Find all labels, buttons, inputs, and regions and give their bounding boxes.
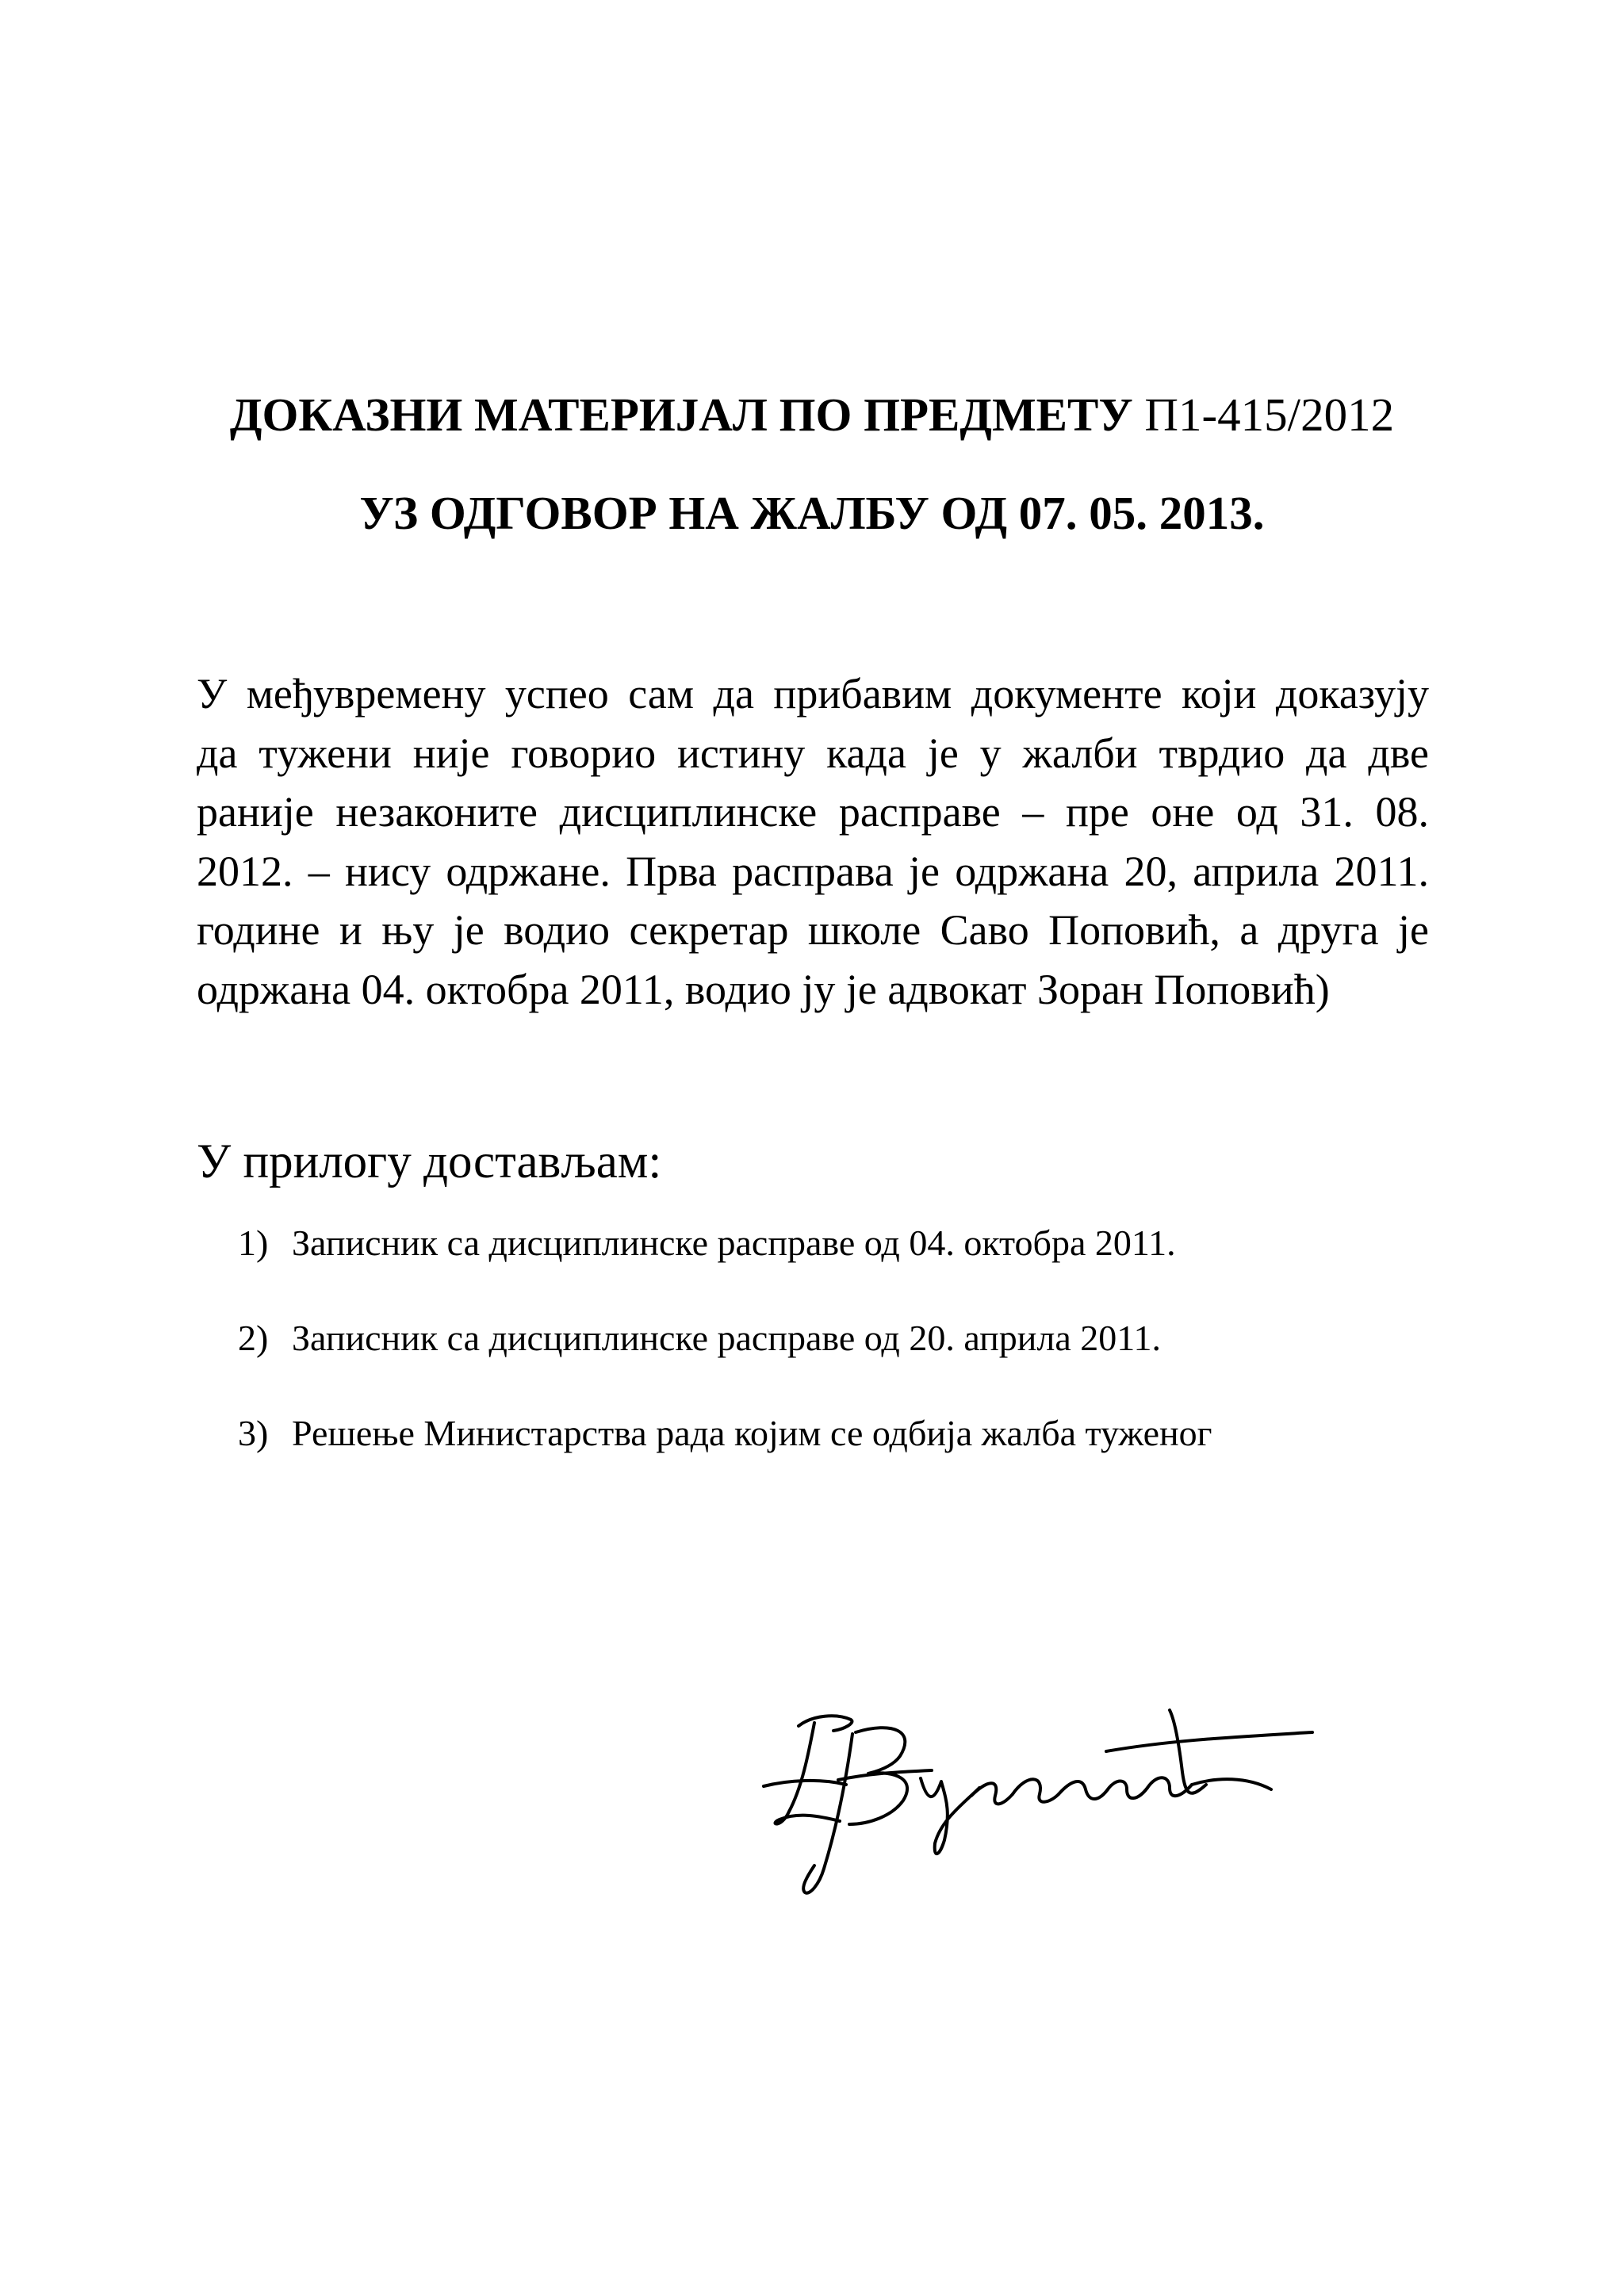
paragraph-line: да тужени није говорио истину када је у жалби тврдио да две <box>197 729 1429 777</box>
list-item-text: Решење Министарства рада којим се одбија жалба туженог <box>292 1413 1212 1453</box>
document-subtitle: УЗ ОДГОВОР НА ЖАЛБУ ОД 07. 05. 2013. <box>359 487 1265 539</box>
list-item <box>238 1316 1161 1360</box>
paragraph-line: У међувремену успео сам да прибавим документе који доказују <box>197 670 1429 718</box>
list-item <box>238 1411 1212 1456</box>
signature-icon <box>757 1685 1328 1903</box>
document-title <box>0 387 1624 442</box>
case-number: П1-415/2012 <box>1144 388 1395 441</box>
paragraph-line: 2012. – нису одржане. Прва расправа је одржана 20, априла 2011. <box>197 847 1429 895</box>
paragraph-line: одржана 04. октобра 2011, водио ју је адвокат Зоран Поповић) <box>197 965 1330 1013</box>
list-item-number: 1) <box>238 1223 269 1263</box>
title-bold-text: ДОКАЗНИ МАТЕРИЈАЛ ПО ПРЕДМЕТУ <box>229 388 1133 441</box>
list-item-text: Записник са дисциплинске расправе од 04. октобра 2011. <box>292 1223 1176 1263</box>
attachments-heading: У прилогу достављам: <box>197 1135 662 1188</box>
list-item-number: 2) <box>238 1318 269 1358</box>
list-item-number: 3) <box>238 1413 269 1453</box>
paragraph-line: године и њу је водио секретар школе Саво Поповић, а друга је <box>197 906 1429 954</box>
paragraph-line: раније незаконите дисциплинске расправе – пре оне од 31. 08. <box>197 788 1429 836</box>
body-paragraph <box>197 664 1429 1019</box>
list-item <box>238 1221 1176 1265</box>
list-item-text: Записник са дисциплинске расправе од 20. априла 2011. <box>292 1318 1162 1358</box>
